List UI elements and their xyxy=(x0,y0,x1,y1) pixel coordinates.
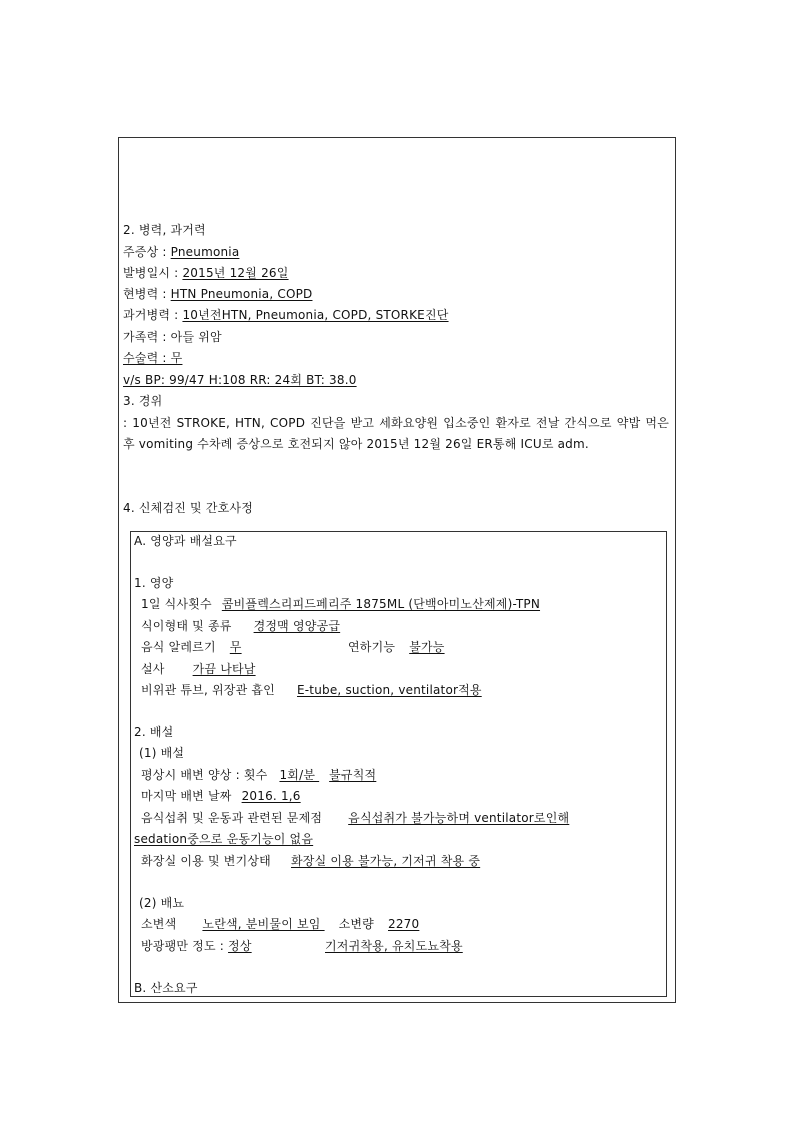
urine-amount-value: 2270 xyxy=(388,917,420,931)
pattern-frequency: 1회/분 xyxy=(279,768,320,782)
diarrhea-value: 가끔 나타남 xyxy=(192,662,256,676)
meals-value: 콤비플렉스리피드페리주 1875ML (단백아미노산제제)-TPN xyxy=(221,597,541,611)
problem-label: 음식섭취 및 운동과 관련된 문제점 xyxy=(141,811,323,825)
diet-value: 경정맥 영양공급 xyxy=(253,619,341,633)
section-a-heading: A. 영양과 배설요구 xyxy=(134,534,237,548)
bladder-note: 기저귀착용, 유치도뇨착용 xyxy=(325,939,463,953)
meals-row xyxy=(141,596,540,612)
toilet-label: 화장실 이용 및 변기상태 xyxy=(141,854,271,868)
course-heading: 3. 경위 xyxy=(123,394,163,408)
tube-value: E-tube, suction, ventilator적용 xyxy=(297,683,482,697)
diarrhea-row xyxy=(141,661,256,677)
problem-row xyxy=(141,810,569,826)
swallow-row xyxy=(348,639,445,655)
exam-heading: 4. 신체검진 및 간호사정 xyxy=(123,501,254,515)
urine-row xyxy=(141,916,419,932)
family-history: 가족력 : 아들 위암 xyxy=(123,330,222,344)
past-value: 10년전HTN, Pneumonia, COPD, STORKE진단 xyxy=(182,308,449,322)
past-history xyxy=(123,307,449,323)
toilet-row xyxy=(141,853,480,869)
past-label: 과거병력 : xyxy=(123,308,183,322)
chief-value: Pneumonia xyxy=(170,245,240,259)
chief-label: 주증상 : xyxy=(123,245,171,259)
problem-value-line1: 음식섭취가 불가능하며 ventilator로인해 xyxy=(348,811,570,825)
pattern-label: 평상시 배변 양상 : 횟수 xyxy=(141,768,268,782)
surgery-history: 수술력 : 무 xyxy=(123,351,183,365)
history-heading: 2. 병력, 과거력 xyxy=(123,223,206,237)
allergy-label: 음식 알레르기 xyxy=(141,640,216,654)
last-bowel-row xyxy=(141,788,301,804)
present-label: 현병력 : xyxy=(123,287,171,301)
present-illness xyxy=(123,286,312,302)
bladder-value: 정상 xyxy=(228,939,252,953)
nutrition-heading: 1. 영양 xyxy=(134,576,174,590)
urine-color-value: 노란색, 분비물이 보임 xyxy=(202,917,325,931)
diet-label: 식이형태 및 종류 xyxy=(141,619,232,633)
urine-amount-label: 소변량 xyxy=(338,917,374,931)
excretion-heading: 2. 배설 xyxy=(134,725,174,739)
meals-label: 1일 식사횟수 xyxy=(141,597,212,611)
problem-value-line2: sedation중으로 운동기능이 없음 xyxy=(134,832,314,846)
allergy-value: 무 xyxy=(229,640,242,654)
tube-label: 비위관 튜브, 위장관 흡인 xyxy=(141,683,275,697)
urine-color-label: 소변색 xyxy=(141,917,177,931)
urine-subheading: (2) 배뇨 xyxy=(139,896,185,910)
chief-complaint xyxy=(123,244,239,260)
diarrhea-label: 설사 xyxy=(141,662,165,676)
section-b-heading: B. 산소요구 xyxy=(134,981,198,995)
course-text: : 10년전 STROKE, HTN, COPD 진단을 받고 세화요양원 입소중인 환자로 전날 간식으로 약밥 먹은 후 vomiting 수차례 증상으로 호전되지 않아 2015년 12월 26일 ER통해 ICU로 adm. xyxy=(123,416,669,451)
present-value: HTN Pneumonia, COPD xyxy=(170,287,313,301)
bladder-label: 방광팽만 정도 : xyxy=(141,939,229,953)
bowel-subheading: (1) 배설 xyxy=(139,746,185,760)
onset-label: 발병일시 : xyxy=(123,266,183,280)
allergy-row xyxy=(141,639,242,655)
diet-row xyxy=(141,618,340,634)
last-bowel-value: 2016. 1,6 xyxy=(241,789,301,803)
swallow-label: 연하기능 xyxy=(348,640,396,654)
swallow-value: 불가능 xyxy=(409,640,445,654)
toilet-value: 화장실 이용 불가능, 기저귀 착용 중 xyxy=(290,854,481,868)
vital-signs: v/s BP: 99/47 H:108 RR: 24회 BT: 38.0 xyxy=(123,373,357,387)
last-bowel-label: 마지막 배변 날짜 xyxy=(141,789,232,803)
onset-date xyxy=(123,265,289,281)
pattern-regularity: 불규칙적 xyxy=(329,768,377,782)
bladder-row xyxy=(141,938,252,954)
tube-row xyxy=(141,682,482,698)
bowel-pattern-row xyxy=(141,767,376,783)
onset-value: 2015년 12월 26일 xyxy=(182,266,289,280)
